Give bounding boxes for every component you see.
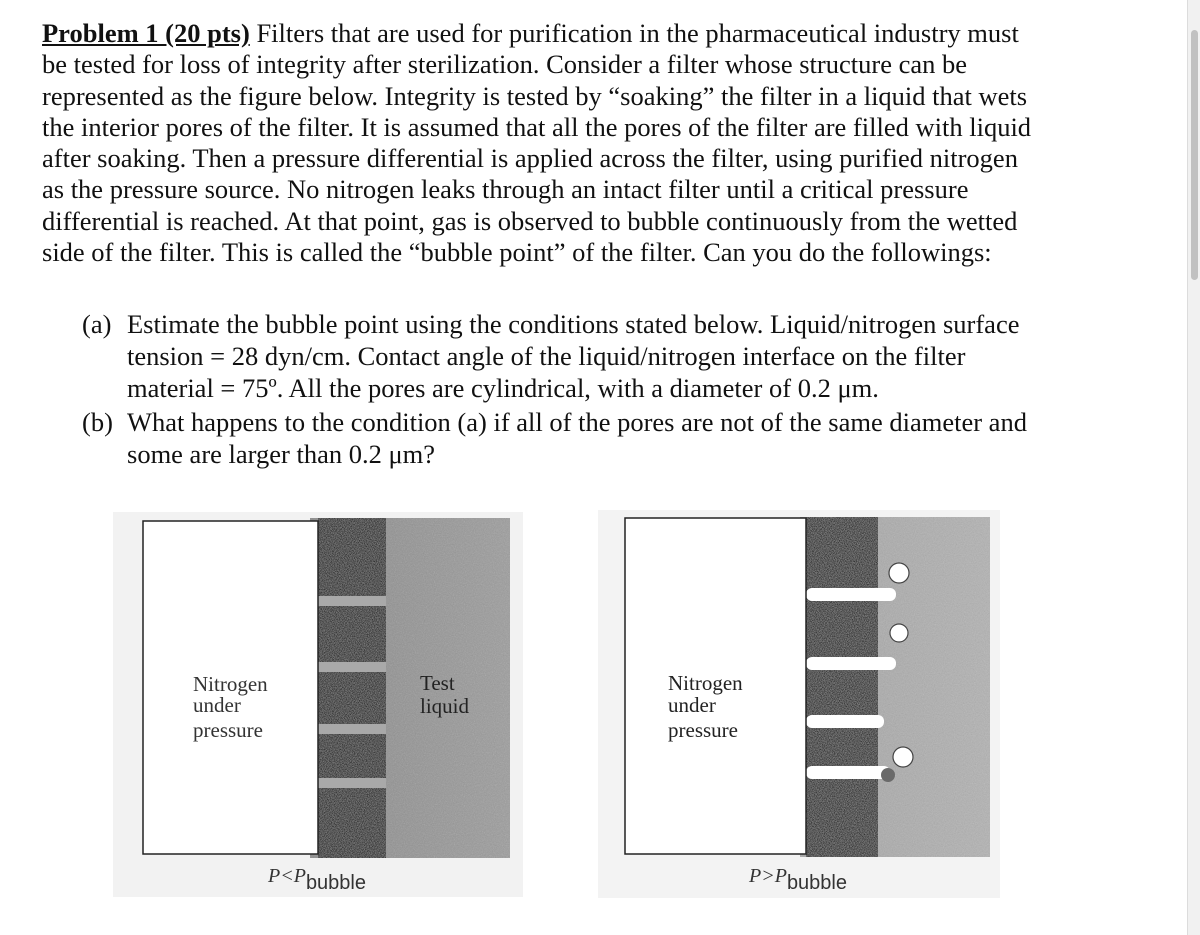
part-b-line-1: some are larger than 0.2 μm?: [127, 439, 436, 469]
bubble-icon: [893, 747, 913, 767]
figure-left: [113, 512, 523, 897]
part-b-label: (b): [82, 407, 113, 437]
filter-porous-texture-right: [806, 517, 878, 857]
gas-label-right-1: under: [668, 693, 716, 717]
scrollbar-thumb[interactable]: [1191, 30, 1198, 280]
pore-left-3: [318, 724, 386, 734]
filter-porous-texture-left: [318, 518, 386, 858]
figure-right: [598, 510, 1000, 898]
gas-pore-3: [806, 715, 884, 728]
problem-line-2: represented as the figure below. Integrity is tested by “soaking” the filter in a liquid that wets: [42, 80, 1028, 111]
pore-left-4: [318, 778, 386, 788]
problem-line-3: the interior pores of the filter. It is assumed that all the pores of the filter are filled with liquid: [42, 111, 1032, 142]
problem-line-0: Problem 1 (20 pts) Filters that are used for purification in the pharmaceutical industry must: [42, 18, 1019, 48]
part-a-line-1: tension = 28 dyn/cm. Contact angle of the liquid/nitrogen interface on the filter: [127, 341, 966, 371]
bubble-icon: [889, 563, 909, 583]
caption-left: P<Pbubble: [268, 865, 366, 894]
problem-line-5: as the pressure source. No nitrogen leaks through an intact filter until a critical pressure: [42, 174, 969, 205]
problem-line-6: differential is reached. At that point, gas is observed to bubble continuously from the wetted: [42, 205, 1018, 236]
gas-label-left-2: pressure: [193, 718, 263, 742]
caption-right: P>Pbubble: [749, 865, 847, 894]
gas-label-left-1: under: [193, 693, 241, 717]
problem-heading: Problem 1 (20 pts): [42, 18, 250, 48]
part-a-line-2: material = 75º. All the pores are cylindrical, with a diameter of 0.2 μm.: [127, 373, 879, 403]
bubble-icon: [890, 624, 908, 642]
pore-left-2: [318, 662, 386, 672]
liquid-label-0: Test: [420, 671, 455, 695]
problem-line-7: side of the filter. This is called the “bubble point” of the filter. Can you do the followings:: [42, 237, 992, 268]
gas-pore-2: [806, 657, 896, 670]
part-b-line-0: What happens to the condition (a) if all of the pores are not of the same diameter and: [127, 407, 1027, 437]
gas-label-right-0: Nitrogen: [668, 671, 743, 695]
vertical-scrollbar[interactable]: [1187, 0, 1200, 935]
gas-pore-1: [806, 588, 896, 601]
gas-label-left-0: Nitrogen: [193, 672, 268, 696]
gas-pore-4: [806, 766, 890, 779]
part-a-line-0: Estimate the bubble point using the conditions stated below. Liquid/nitrogen surface: [127, 309, 1020, 339]
pore-left-1: [318, 596, 386, 606]
gas-label-right-2: pressure: [668, 718, 738, 742]
part-a-label: (a): [82, 309, 112, 339]
problem-line-1: be tested for loss of integrity after sterilization. Consider a filter whose structure can be: [42, 49, 967, 80]
problem-line-4: after soaking. Then a pressure differential is applied across the filter, using purified nitrogen: [42, 143, 1018, 174]
bubble-shadow-icon: [881, 768, 895, 782]
liquid-label-1: liquid: [420, 694, 470, 718]
